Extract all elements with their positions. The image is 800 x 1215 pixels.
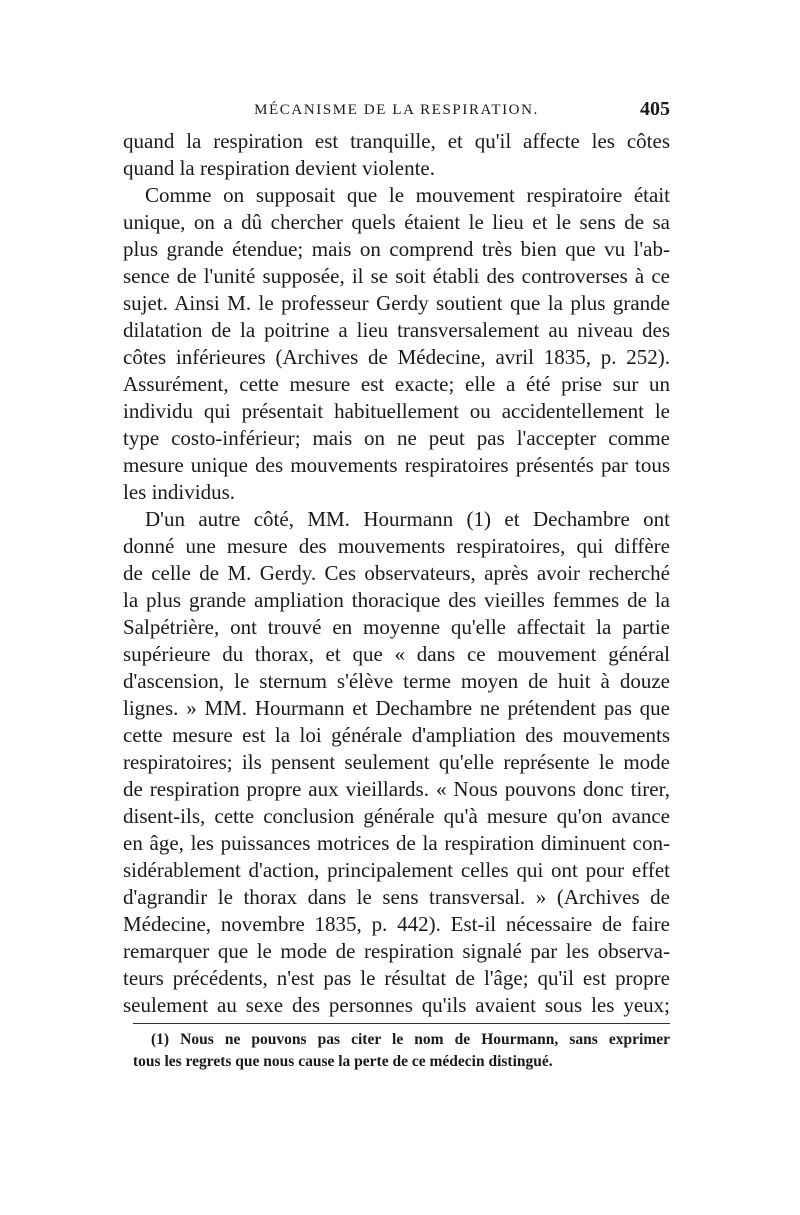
text-line: d'ascension, le sternum s'élève terme moyen de huit à douze	[123, 669, 670, 693]
text-line: disent-ils, cette conclusion générale qu'à mesure qu'on avance	[123, 804, 670, 828]
text-line: remarquer que le mode de respiration signalé par les observa-	[123, 939, 670, 963]
text-line: plus grande étendue; mais on comprend très bien que vu l'ab-	[123, 237, 670, 261]
text-line: côtes inférieures (Archives de Médecine, avril 1835, p. 252).	[123, 345, 670, 369]
text-line: mesure unique des mouvements respiratoires présentés par tous	[123, 453, 670, 477]
paragraph-start-line: D'un autre côté, MM. Hourmann (1) et Dechambre ont	[145, 507, 670, 531]
paragraph-start-line: Comme on supposait que le mouvement respiratoire était	[145, 183, 670, 207]
text-line: sujet. Ainsi M. le professeur Gerdy soutient que la plus grande	[123, 291, 670, 315]
text-line: de respiration propre aux vieillards. « Nous pouvons donc tirer,	[123, 777, 670, 801]
text-line: dilatation de la poitrine a lieu transversalement au niveau des	[123, 318, 670, 342]
footnote-line: (1) Nous ne pouvons pas citer le nom de Hourmann, sans exprimer	[151, 1031, 670, 1048]
text-line: la plus grande ampliation thoracique des vieilles femmes de la	[123, 588, 670, 612]
text-line: de celle de M. Gerdy. Ces observateurs, après avoir recherché	[123, 561, 670, 585]
page-number: 405	[640, 98, 670, 120]
text-line: unique, on a dû chercher quels étaient le lieu et le sens de sa	[123, 210, 670, 234]
text-line: d'agrandir le thorax dans le sens transversal. » (Archives de	[123, 885, 670, 909]
text-line: sidérablement d'action, principalement celles qui ont pour effet	[123, 858, 670, 882]
text-line: les individus.	[123, 480, 236, 504]
footnote-divider	[133, 1023, 670, 1024]
text-line: quand la respiration est tranquille, et qu'il affecte les côtes	[123, 129, 670, 153]
text-line: cette mesure est la loi générale d'ampliation des mouvements	[123, 723, 670, 747]
text-line: supérieure du thorax, et que « dans ce mouvement général	[123, 642, 670, 666]
text-line: type costo-inférieur; mais on ne peut pas l'accepter comme	[123, 426, 670, 450]
text-line: donné une mesure des mouvements respiratoires, qui diffère	[123, 534, 670, 558]
text-line: individu qui présentait habituellement ou accidentellement le	[123, 399, 670, 423]
text-line: teurs précédents, n'est pas le résultat de l'âge; qu'il est propre	[123, 966, 670, 990]
text-line: Médecine, novembre 1835, p. 442). Est-il nécessaire de faire	[123, 912, 670, 936]
text-line: Salpétrière, ont trouvé en moyenne qu'elle affectait la partie	[123, 615, 670, 639]
running-title: MÉCANISME DE LA RESPIRATION.	[254, 102, 539, 118]
text-line: en âge, les puissances motrices de la respiration diminuent con-	[123, 831, 670, 855]
text-line: Assurément, cette mesure est exacte; elle a été prise sur un	[123, 372, 670, 396]
text-line: sence de l'unité supposée, il se soit établi des controverses à ce	[123, 264, 670, 288]
text-line: respiratoires; ils pensent seulement qu'elle représente le mode	[123, 750, 670, 774]
body-text	[123, 128, 670, 1019]
footnote	[133, 1029, 670, 1073]
text-line: quand la respiration devient violente.	[123, 156, 435, 180]
footnote-line: tous les regrets que nous cause la perte de ce médecin distingué.	[133, 1053, 553, 1070]
text-line: lignes. » MM. Hourmann et Dechambre ne prétendent pas que	[123, 696, 670, 720]
text-line: seulement au sexe des personnes qu'ils avaient sous les yeux;	[123, 993, 670, 1017]
running-head	[123, 98, 670, 126]
